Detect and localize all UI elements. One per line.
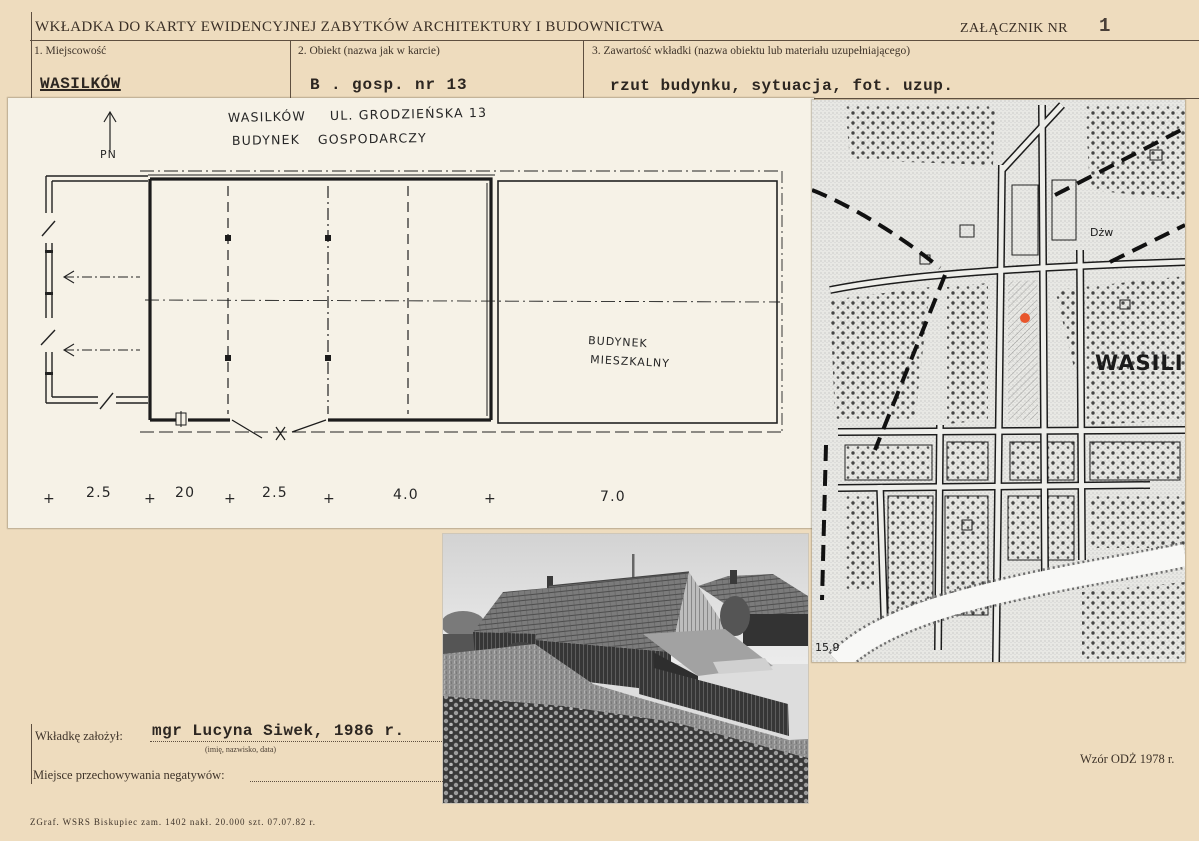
object-value: B . gosp. nr 13 [310,76,468,94]
north-label: PN [100,148,117,161]
form-version: Wzór ODŻ 1978 r. [1080,752,1175,766]
plan-town: WASILKÓW [227,108,307,125]
dimension-value: 20 [175,485,196,501]
location-map [812,100,1185,662]
post [225,235,231,241]
building-photo [443,534,808,803]
map-hatched-area [1008,280,1038,420]
print-info: ZGraf. WSRS Biskupiec zam. 1402 nakł. 20.000 szt. 07.07.82 r. [30,817,316,827]
residential-label-line2: MIESZKALNY [589,353,671,371]
field-divider-2 [583,40,584,98]
left-wing-walls [41,176,148,409]
floor-plan-sheet [8,98,814,528]
door-mark [100,393,113,409]
plan-building-type: GOSPODARCZY [317,130,428,147]
plan-guidelines [140,171,782,432]
location-map-drawing [812,100,1185,662]
residential-label-line1: BUDYNEK [587,334,649,351]
dimension-marker: + [144,491,157,507]
dimension-value: 2.5 [262,485,288,501]
door-mark [42,221,55,236]
gate-leaf [232,420,262,438]
map-street-label: Dżw [1090,226,1114,239]
form-title: WKŁADKA DO KARTY EWIDENCYJNEJ ZABYTKÓW ARCHITEKTURY I BUDOWNICTWA [35,19,665,35]
dimension-value: 4.0 [393,487,419,503]
creator-dotted-line [150,741,442,742]
gate-leaf [292,420,326,432]
negatives-dotted-line [250,781,443,782]
locality-label: 1. Miejscowość [34,45,107,57]
building-photo-image [443,534,808,803]
center-axis [145,300,780,302]
dimension-value: 7.0 [600,489,626,505]
negatives-label: Miejsce przechowywania negatywów: [33,768,225,782]
dimension-row [43,485,626,507]
contents-value: rzut budynku, sytuacja, fot. uzup. [610,77,954,95]
creator-value: mgr Lucyna Siwek, 1986 r. [152,722,405,740]
post [325,235,331,241]
post [325,355,331,361]
field-divider-1 [290,40,291,98]
map-place-label: WASILI [1095,351,1184,375]
dimension-marker: + [43,491,56,507]
dimension-marker: + [323,491,336,507]
posts [225,235,331,361]
header-divider [30,40,1199,41]
floor-plan-drawing [8,98,814,528]
north-arrow-icon [104,112,116,150]
entrance-arrows [64,271,140,356]
dimension-marker: + [484,491,497,507]
attachment-number: 1 [1099,15,1111,37]
dimension-marker: + [224,491,237,507]
creator-label: Wkładkę założył: [35,729,123,743]
plan-building-word: BUDYNEK [231,131,301,148]
map-elevation-label: 15.9 [815,641,840,654]
creator-hint: (imię, nazwisko, data) [205,745,277,754]
attachment-label: ZAŁĄCZNIK NR [960,21,1068,36]
location-marker [1020,313,1030,323]
door-mark [41,330,55,345]
contents-label: 3. Zawartość wkładki (nazwa obiektu lub materiału uzupełniającego) [592,45,911,57]
post [225,355,231,361]
footer-margin-rule [31,724,32,784]
main-building-walls [148,175,495,440]
left-margin-rule [31,12,32,98]
dimension-value: 2.5 [86,485,112,501]
object-label: 2. Obiekt (nazwa jak w karcie) [298,45,440,57]
plan-street: UL. GRODZIEŃSKA 13 [329,104,488,123]
locality-value: WASILKÓW [40,75,121,93]
